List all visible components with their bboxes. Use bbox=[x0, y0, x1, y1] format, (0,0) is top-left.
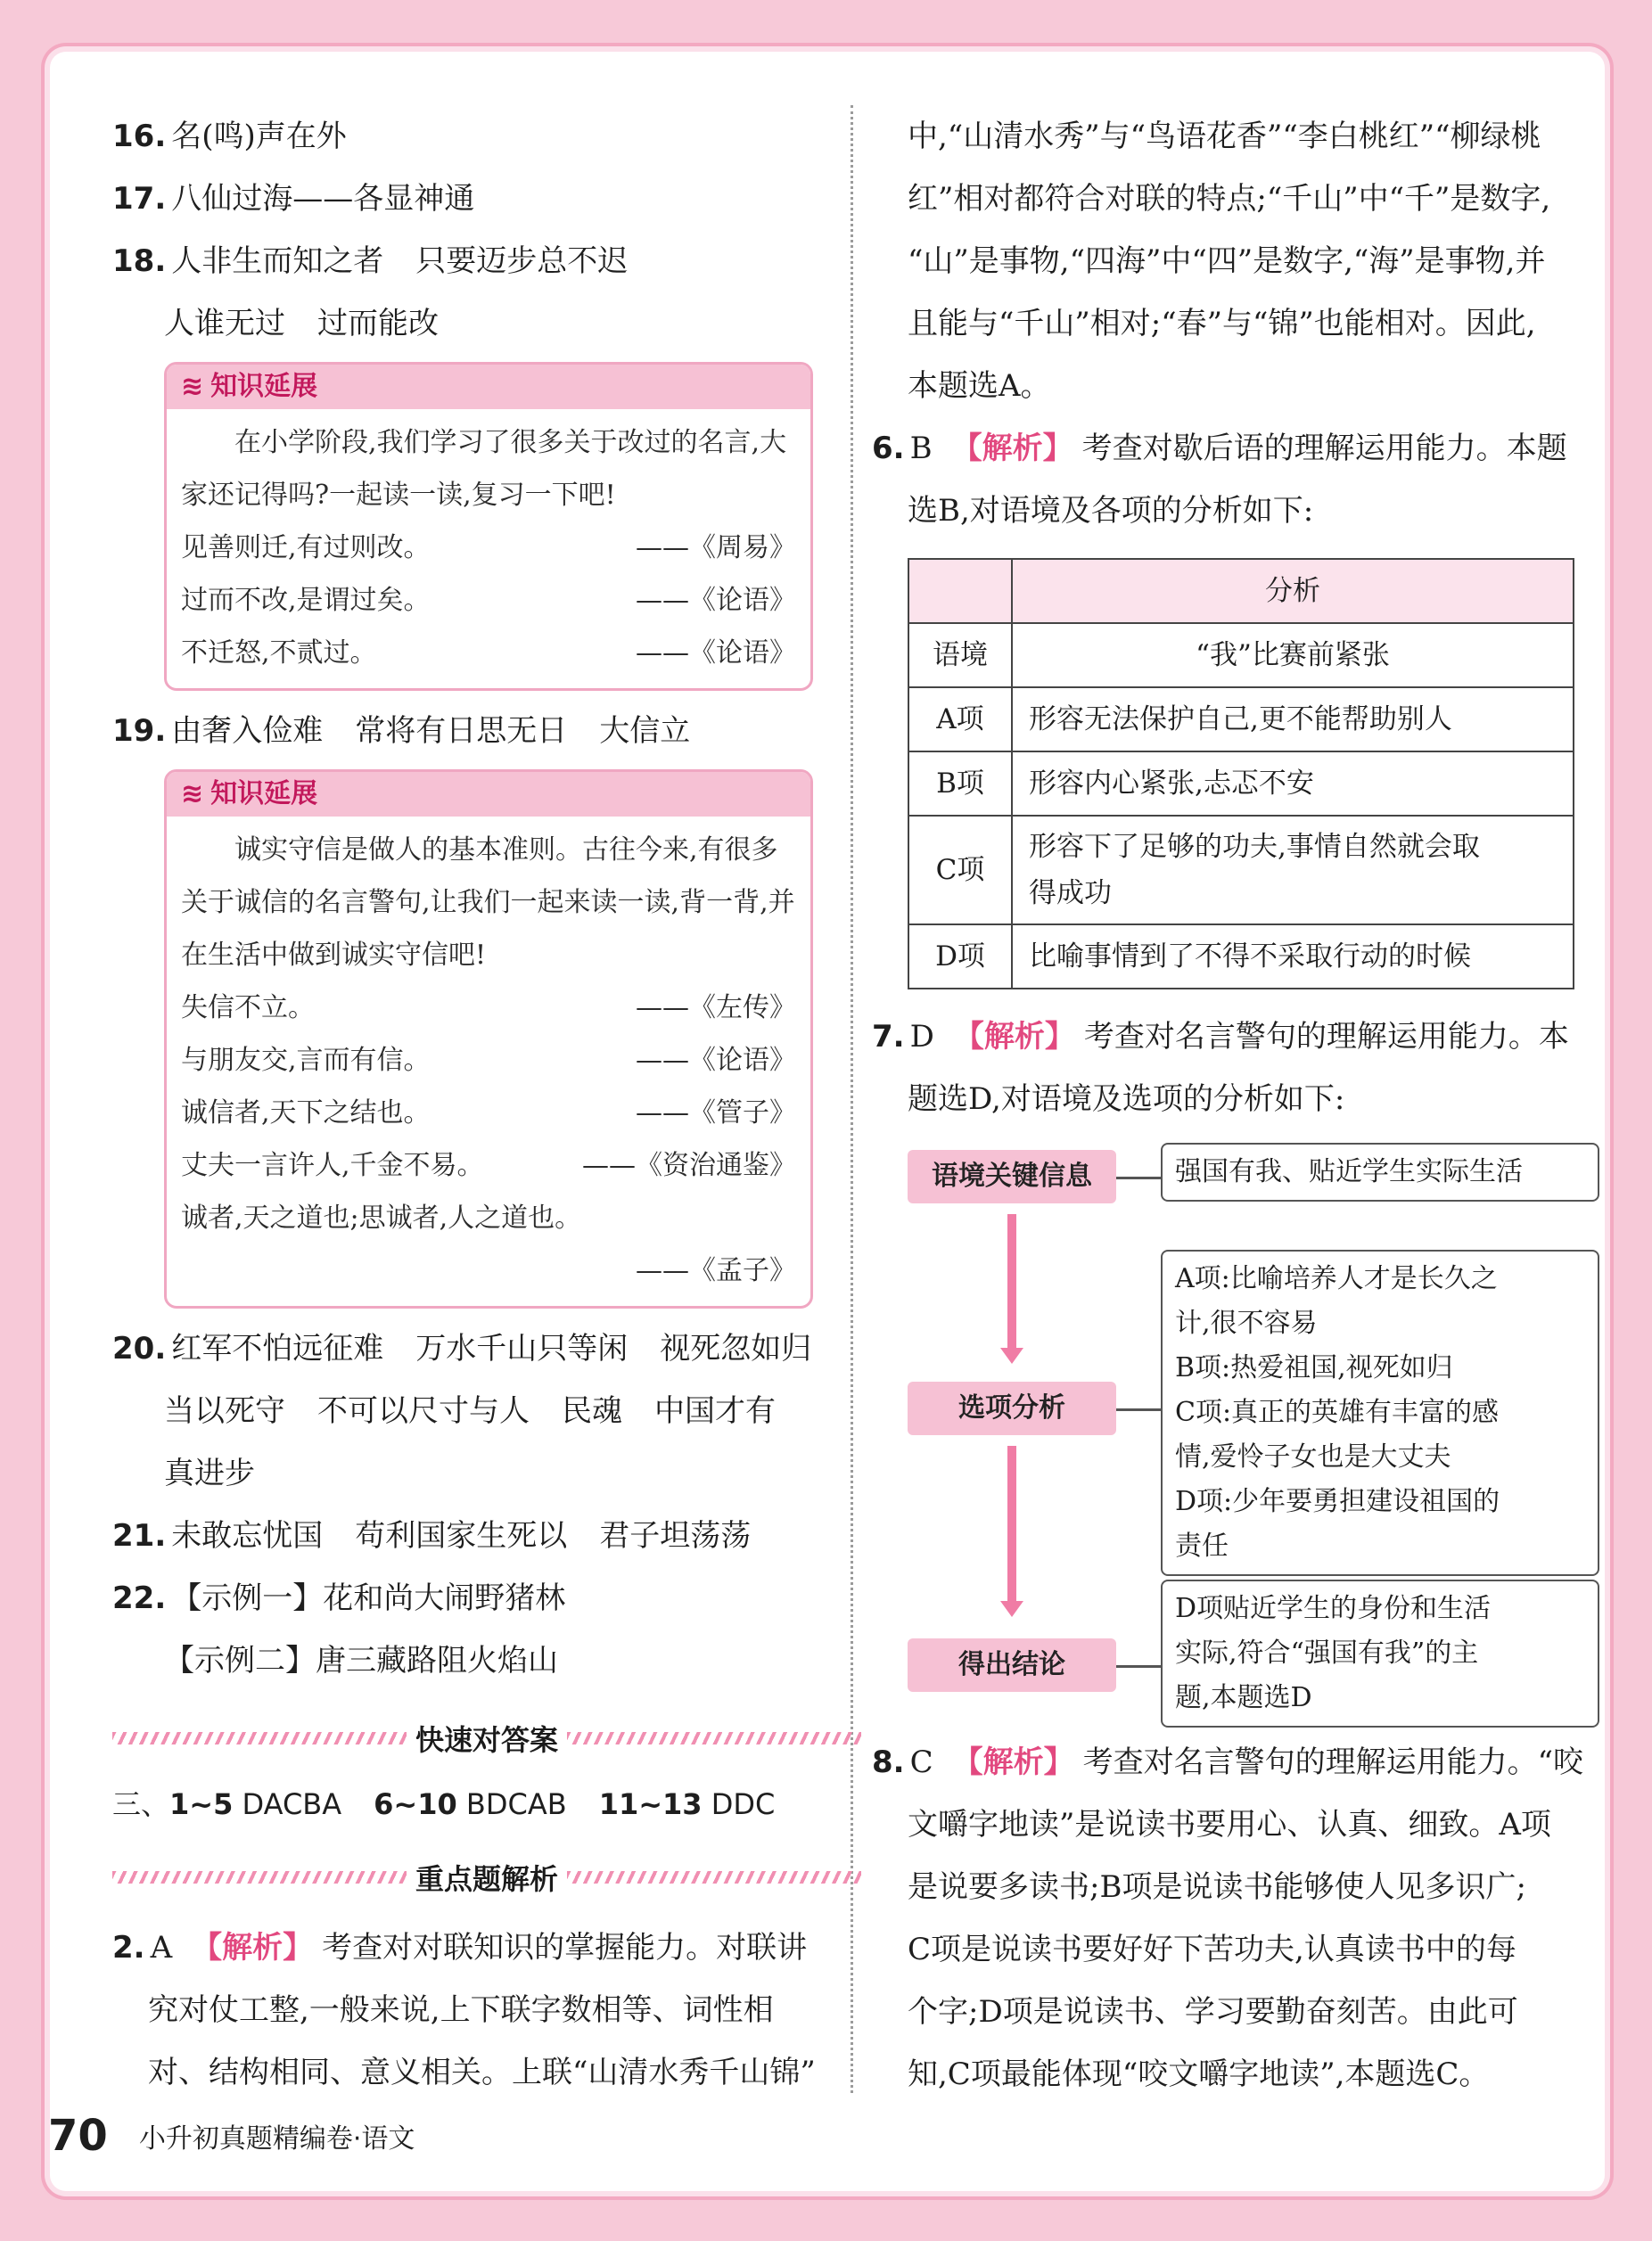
book-title: 小升初真题精编卷·语文 bbox=[138, 2123, 415, 2155]
analysis-table bbox=[908, 558, 1574, 989]
analysis-2-cont: 中,“山清水秀”与“鸟语花香”“李白桃红”“柳绿桃 bbox=[908, 119, 1541, 154]
quick-answers: 三、1~5 DACBA 6~10 BDCAB 11~13 DDC bbox=[112, 1787, 776, 1821]
wave-icon: ≋ bbox=[181, 371, 204, 402]
knowledge-box-1 bbox=[164, 362, 813, 691]
flow-node-options: 选项分析 bbox=[908, 1382, 1116, 1435]
knowledge-box-header: ≋ 知识延展 bbox=[167, 772, 810, 817]
quote-row: 见善则迁,有过则改。 ——《周易》 bbox=[181, 532, 796, 563]
knowledge-box-body: 诚实守信是做人的基本准则。古往今来,有很多关于诚信的名言警句,让我们一起来读一读,背一背,并在生活中做到诚实守信吧! 失信不立。 ——《左传》 与朋友交,言而有信。 ——《论语》 诚信者,天下之结也。 ——《管子》 丈夫一言许人,千金不易。 ——《资治通鉴》 诚者,天之道也;思诚者,人之道也。 ——《孟子》 bbox=[167, 817, 810, 1306]
answer-20-cont2: 真进步 bbox=[164, 1456, 255, 1491]
answer-18: 18. 人非生而知之者 只要迈步总不迟 bbox=[112, 243, 629, 279]
flow-node-context: 语境关键信息 bbox=[908, 1150, 1116, 1203]
quote-row: 过而不改,是谓过矣。 ——《论语》 bbox=[181, 585, 796, 616]
knowledge-box-2 bbox=[164, 769, 813, 1309]
answer-22-cont: 【示例二】唐三藏路阻火焰山 bbox=[164, 1643, 558, 1679]
section-title-quick: 快速对答案 bbox=[112, 1712, 861, 1765]
flow-box-context: 强国有我、贴近学生实际生活 bbox=[1161, 1143, 1599, 1202]
analysis-6-line: 选B,对语境及各项的分析如下: bbox=[908, 493, 1314, 529]
analysis-8-line: C项是说读书要好好下苦功夫,认真读书中的每 bbox=[908, 1932, 1516, 1967]
analysis-8-line: 是说要多读书;B项是说读书能够使人见多识广; bbox=[908, 1869, 1526, 1905]
analysis-7: 7. D 【解析】 考查对名言警句的理解运用能力。本 bbox=[872, 1019, 1569, 1055]
quote-row: 与朋友交,言而有信。 ——《论语》 bbox=[181, 1045, 796, 1076]
analysis-2-line: 对、结构相同、意义相关。上联“山清水秀千山锦” bbox=[148, 2055, 816, 2090]
analysis-8: 8. C 【解析】 考查对名言警句的理解运用能力。“咬 bbox=[872, 1744, 1583, 1780]
table-row: B项 形容内心紧张,忐忑不安 bbox=[908, 751, 1574, 816]
analysis-2-cont: “山”是事物,“四海”中“四”是数字,“海”是事物,并 bbox=[908, 243, 1546, 279]
wave-icon: ≋ bbox=[181, 778, 204, 809]
page-sheet bbox=[50, 52, 1605, 2191]
table-row: D项 比喻事情到了不得不采取行动的时候 bbox=[908, 924, 1574, 989]
answer-21: 21. 未敢忘忧国 苟利国家生死以 君子坦荡荡 bbox=[112, 1518, 752, 1554]
arrow-down-icon bbox=[1000, 1601, 1023, 1617]
analysis-8-line: 文嚼字地读”是说读书要用心、认真、细致。A项 bbox=[908, 1807, 1551, 1843]
quote-text: 诚者,天之道也;思诚者,人之道也。 bbox=[181, 1203, 582, 1234]
section-title-key: 重点题解析 bbox=[112, 1851, 861, 1904]
analysis-6: 6. B 【解析】 考查对歇后语的理解运用能力。本题 bbox=[872, 431, 1567, 466]
analysis-2-cont: 本题选A。 bbox=[908, 368, 1051, 404]
answer-22: 22. 【示例一】花和尚大闹野猪林 bbox=[112, 1580, 566, 1616]
analysis-2-cont: 且能与“千山”相对;“春”与“锦”也能相对。因此, bbox=[908, 306, 1536, 341]
quote-row: 失信不立。 ——《左传》 bbox=[181, 992, 796, 1023]
analysis-7-line: 题选D,对语境及选项的分析如下: bbox=[908, 1081, 1345, 1117]
quote-row: 丈夫一言许人,千金不易。 ——《资治通鉴》 bbox=[181, 1150, 796, 1181]
analysis-8-line: 个字;D项是说读书、学习要勤奋刻苦。由此可 bbox=[908, 1994, 1518, 2030]
analysis-2: 2. A 【解析】 考查对对联知识的掌握能力。对联讲 bbox=[112, 1930, 808, 1966]
flow-arrow bbox=[1007, 1214, 1016, 1350]
left-column bbox=[112, 105, 861, 2104]
flow-diagram bbox=[908, 1143, 1549, 1722]
flow-node-conclusion: 得出结论 bbox=[908, 1638, 1116, 1692]
answer-18-cont: 人谁无过 过而能改 bbox=[164, 306, 439, 341]
answer-20-cont: 当以死守 不可以尺寸与人 民魂 中国才有 bbox=[164, 1393, 776, 1429]
table-header: 分析 bbox=[1012, 559, 1574, 623]
page-number: 70 bbox=[48, 2111, 108, 2161]
flow-arrow bbox=[1007, 1446, 1016, 1603]
table-row: 语境 “我”比赛前紧张 bbox=[908, 623, 1574, 687]
table-row: A项 形容无法保护自己,更不能帮助别人 bbox=[908, 687, 1574, 751]
flow-box-conclusion: D项贴近学生的身份和生活 实际,符合“强国有我”的主 题,本题选D bbox=[1161, 1580, 1599, 1728]
table-row: C项 形容下了足够的功夫,事情自然就会取 得成功 bbox=[908, 816, 1574, 924]
quote-source: ——《孟子》 bbox=[636, 1255, 796, 1286]
answer-20: 20. 红军不怕远征难 万水千山只等闲 视死忽如归 bbox=[112, 1331, 812, 1367]
analysis-2-line: 究对仗工整,一般来说,上下联字数相等、词性相 bbox=[148, 1992, 774, 2028]
analysis-8-line: 知,C项最能体现“咬文嚼字地读”,本题选C。 bbox=[908, 2056, 1490, 2092]
analysis-2-cont: 红”相对都符合对联的特点;“千山”中“千”是数字, bbox=[908, 181, 1551, 217]
answer-17: 17. 八仙过海——各显神通 bbox=[112, 181, 475, 217]
arrow-down-icon bbox=[1000, 1348, 1023, 1364]
quote-row: 不迁怒,不贰过。 ——《论语》 bbox=[181, 637, 796, 669]
right-column bbox=[872, 105, 1583, 2106]
answer-19: 19. 由奢入俭难 常将有日思无日 大信立 bbox=[112, 713, 691, 749]
flow-box-options: A项:比喻培养人才是长久之 计,很不容易 B项:热爱祖国,视死如归 C项:真正的英雄有丰富的感 情,爱怜子女也是大丈夫 D项:少年要勇担建设祖国的 责任 bbox=[1161, 1250, 1599, 1576]
answer-16: 16. 名(鸣)声在外 bbox=[112, 119, 347, 154]
page-footer bbox=[48, 2111, 415, 2161]
knowledge-box-header: ≋ 知识延展 bbox=[167, 365, 810, 409]
knowledge-box-body: 在小学阶段,我们学习了很多关于改过的名言,大家还记得吗?一起读一读,复习一下吧! 见善则迁,有过则改。 ——《周易》 过而不改,是谓过矣。 ——《论语》 不迁怒,不贰过。 ——《论语》 bbox=[167, 409, 810, 688]
quote-row: 诚信者,天下之结也。 ——《管子》 bbox=[181, 1097, 796, 1129]
